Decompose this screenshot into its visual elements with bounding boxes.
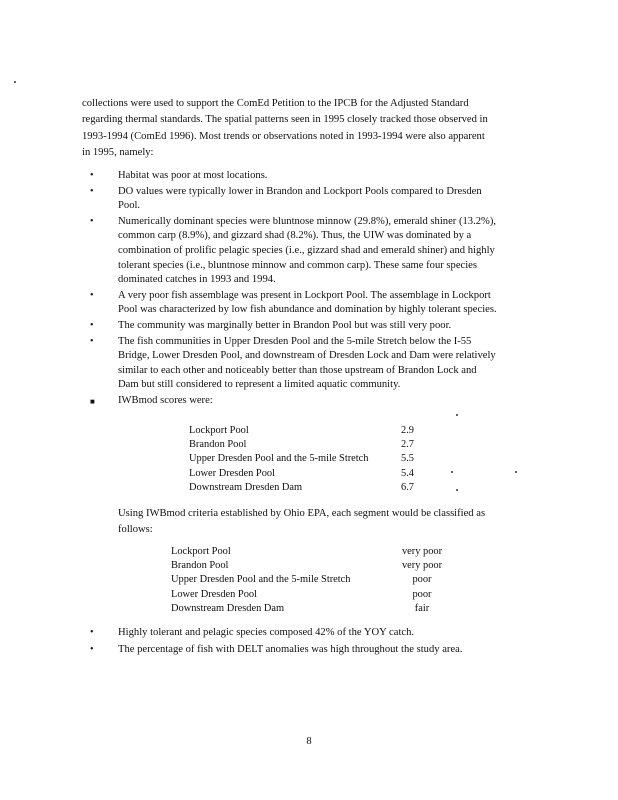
- list-item: [82, 643, 527, 658]
- list-item-text: dominated catches in 1993 and 1994.: [118, 274, 276, 286]
- list-item-text: combination of prolific pelagic species (i.e., gizzard shad and emerald shiner) and highly: [118, 244, 495, 256]
- square-bullet-icon: ■: [90, 396, 95, 406]
- score-cell: 6.7: [401, 481, 414, 493]
- list-item-text: Dam but still considered to represent a limited aquatic community.: [118, 379, 401, 391]
- score-cell: 5.5: [401, 453, 414, 465]
- location-cell: Upper Dresden Pool and the 5-mile Stretch: [189, 453, 369, 465]
- score-cell: 5.4: [401, 467, 414, 479]
- list-item-text: A very poor fish assemblage was present in Lockport Pool. The assemblage in Lockport: [118, 289, 491, 301]
- table-row: [171, 545, 460, 559]
- scan-speck: [14, 81, 16, 83]
- list-item-text: The community was marginally better in Brandon Pool but was still very poor.: [118, 319, 452, 331]
- class-cell: poor: [412, 574, 432, 586]
- table-row: [189, 481, 441, 495]
- list-item-text: similar to each other and noticeably better than those upstream of Brandon Lock and: [118, 364, 477, 376]
- list-item: [82, 215, 527, 288]
- table-row: [189, 452, 441, 466]
- list-item-text: Bridge, Lower Dresden Pool, and downstream of Dresden Lock and Dam were relatively: [118, 350, 496, 362]
- score-cell: 2.9: [401, 425, 414, 436]
- table-row: [189, 467, 441, 481]
- list-item: [82, 394, 527, 409]
- list-item-text: The fish communities in Upper Dresden Pool and the 5-mile Stretch below the I-55: [118, 335, 472, 347]
- class-cell: very poor: [401, 560, 443, 572]
- class-cell: fair: [414, 602, 430, 614]
- iwbmod-scores-table: [189, 424, 441, 495]
- list-item: [82, 335, 527, 393]
- location-cell: Downstream Dresden Dam: [171, 602, 285, 614]
- closing-findings-list: [82, 626, 527, 659]
- bullet-icon: •: [90, 643, 94, 655]
- bullet-icon: •: [90, 627, 94, 638]
- class-cell: very poor: [401, 546, 443, 557]
- list-item-text: tolerant species (i.e., bluntnose minnow and common carp). These same four species: [118, 259, 478, 271]
- list-item-text: Pool.: [118, 200, 141, 212]
- list-item-text: IWBmod scores were:: [118, 394, 213, 406]
- scan-speck: [451, 471, 453, 473]
- text-line: in 1995, namely:: [82, 147, 154, 159]
- bullet-icon: •: [90, 335, 94, 347]
- bullet-icon: •: [90, 319, 94, 331]
- table-row: [189, 424, 441, 438]
- table-row: [171, 573, 460, 587]
- list-item-text: Highly tolerant and pelagic species composed 42% of the YOY catch.: [118, 627, 415, 638]
- table-row: [171, 602, 460, 616]
- class-cell: poor: [412, 588, 432, 600]
- location-cell: Brandon Pool: [189, 439, 247, 451]
- location-cell: Lockport Pool: [171, 546, 231, 557]
- list-item: [82, 289, 527, 318]
- table-row: [189, 438, 441, 452]
- list-item: [82, 185, 527, 214]
- text-line: Using IWBmod criteria established by Ohio EPA, each segment would be classified as: [118, 508, 486, 519]
- text-line: collections were used to support the ComEd Petition to the IPCB for the Adjusted Standard: [82, 98, 469, 109]
- list-item: [82, 319, 527, 334]
- bullet-icon: •: [90, 215, 94, 227]
- location-cell: Downstream Dresden Dam: [189, 481, 303, 493]
- table-row: [171, 559, 460, 573]
- scan-speck: [515, 471, 517, 473]
- text-line: regarding thermal standards. The spatial patterns seen in 1995 closely tracked those observed in: [82, 114, 488, 126]
- scan-speck: [456, 414, 458, 416]
- bullet-icon: •: [90, 170, 94, 181]
- findings-list: [82, 169, 527, 410]
- list-item-text: Numerically dominant species were bluntnose minnow (29.8%), emerald shiner (13.2%),: [118, 215, 497, 227]
- location-cell: Upper Dresden Pool and the 5-mile Stretch: [171, 574, 351, 586]
- table-row: [171, 588, 460, 602]
- list-item-text: common carp (8.9%), and gizzard shad (8.2%). Thus, the UIW was dominated by a: [118, 230, 472, 242]
- classification-intro: [118, 506, 528, 538]
- location-cell: Lower Dresden Pool: [171, 588, 257, 600]
- score-cell: 2.7: [401, 439, 414, 451]
- text-line: follows:: [118, 524, 153, 536]
- bullet-icon: •: [90, 289, 94, 301]
- list-item-text: Pool was characterized by low fish abundance and domination by highly tolerant species.: [118, 304, 497, 316]
- list-item-text: The percentage of fish with DELT anomalies was high throughout the study area.: [118, 643, 463, 655]
- list-item-text: Habitat was poor at most locations.: [118, 170, 268, 181]
- intro-paragraph: [82, 96, 522, 162]
- location-cell: Brandon Pool: [171, 560, 229, 572]
- text-line: 1993-1994 (ComEd 1996). Most trends or observations noted in 1993-1994 were also apparent: [82, 130, 485, 142]
- list-item: [82, 626, 527, 641]
- location-cell: Lower Dresden Pool: [189, 467, 275, 479]
- bullet-icon: •: [90, 185, 94, 197]
- scan-speck: [456, 489, 458, 491]
- location-cell: Lockport Pool: [189, 425, 249, 436]
- page-number: 8: [306, 736, 312, 747]
- list-item: [82, 169, 527, 184]
- list-item-text: DO values were typically lower in Brandon and Lockport Pools compared to Dresden: [118, 185, 482, 197]
- classification-table: [171, 545, 460, 616]
